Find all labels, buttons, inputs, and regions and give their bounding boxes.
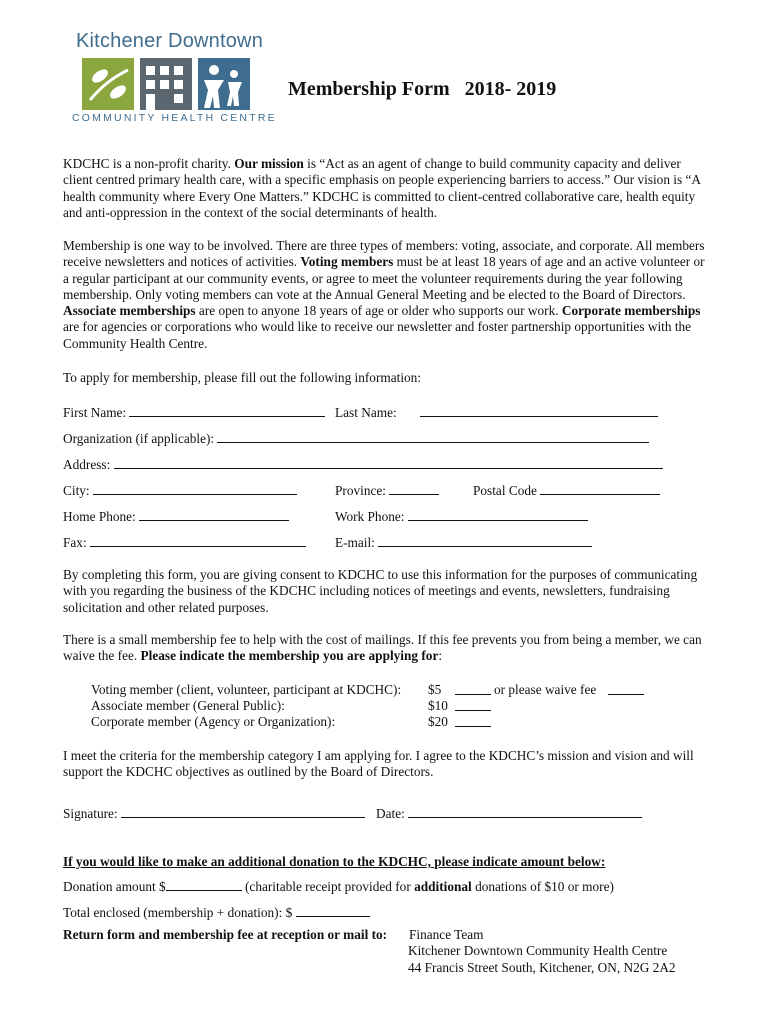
- city-blank[interactable]: [93, 482, 297, 495]
- form-year: 2018- 2019: [464, 78, 557, 100]
- address-field[interactable]: [63, 456, 663, 473]
- total-enclosed-label: Total enclosed (membership + donation): $: [63, 905, 293, 920]
- voting-members-bold: Voting members: [300, 254, 394, 270]
- corporate-member-label: Corporate member (Agency or Organization):: [91, 714, 336, 729]
- home-phone-label: Home Phone:: [63, 509, 136, 524]
- total-enclosed-blank[interactable]: [296, 904, 370, 917]
- email-label: E-mail:: [335, 535, 375, 550]
- work-phone-blank[interactable]: [408, 508, 588, 521]
- intro-mission-bold: Our mission: [234, 156, 304, 171]
- city-label: City:: [63, 483, 90, 498]
- donation-amount-label: Donation amount $: [63, 879, 166, 894]
- membership-text-e: are open to anyone 18 years of age or older who supports our work.: [195, 303, 562, 319]
- last-name-field[interactable]: [335, 404, 658, 421]
- work-phone-field[interactable]: [335, 508, 588, 525]
- corporate-member-blank[interactable]: [455, 714, 491, 727]
- voting-member-amount: $5: [428, 682, 442, 697]
- intro-text-a: KDCHC is a non-profit charity.: [63, 156, 235, 171]
- organization-label: Organization (if applicable):: [63, 431, 215, 446]
- last-name-label: Last Name:: [335, 405, 397, 420]
- receipt-text-a: (charitable receipt provided for: [245, 879, 415, 894]
- donation-amount-blank[interactable]: [166, 878, 242, 891]
- associate-member-amount: $10: [428, 698, 448, 713]
- associate-member-label: Associate member (General Public):: [91, 698, 285, 713]
- agreement-paragraph: I meet the criteria for the membership category I am applying for. I agree to the KDCHC’s mission and vision and will support the KDCHC objectives as outlined by the Board of Directors.: [63, 748, 694, 780]
- intro-text-c: is “Act as an agent of change to build community capacity and deliver client centred primary health care, with a specific emphasis on people experiencing barriers to access.” Our vision is “A health community where Every One Matters.” KDCHC is committed to client-centred collaborative care, health equity and anti-oppression in the context of the social determinants of health.: [63, 156, 701, 220]
- kdchc-logo: [70, 30, 277, 128]
- fee-text-c: :: [438, 648, 443, 664]
- total-enclosed-field[interactable]: [63, 904, 370, 921]
- province-label: Province:: [335, 483, 386, 498]
- voting-member-label: Voting member (client, volunteer, participant at KDCHC):: [91, 682, 402, 697]
- return-address-line3: 44 Francis Street South, Kitchener, ON, N2G 2A2: [408, 960, 676, 975]
- membership-paragraph: [63, 238, 713, 352]
- first-name-field[interactable]: [63, 404, 325, 421]
- corporate-member-amount: $20: [428, 714, 448, 729]
- signature-field[interactable]: [63, 805, 365, 822]
- logo-subtitle: COMMUNITY HEALTH CENTRE: [72, 112, 277, 124]
- membership-text-g: are for agencies or corporations who would like to receive our newsletter and foster partnership opportunities with the Community Health Centre.: [63, 319, 692, 351]
- last-name-blank[interactable]: [420, 404, 658, 417]
- return-address-line2: Kitchener Downtown Community Health Centre: [408, 943, 668, 958]
- date-label: Date:: [376, 806, 405, 821]
- return-label: Return form and membership fee at reception or mail to:: [63, 927, 388, 942]
- fax-label: Fax:: [63, 535, 87, 550]
- receipt-text-c: donations of $10 or more): [471, 879, 614, 894]
- address-label: Address:: [63, 457, 111, 472]
- membership-text-c: must be at least 18 years of age and an active volunteer or a regular participant at our community events, or agree to meet the volunteer requirements during the year following membership. Only voting members can vote at the Annual General Meeting and be elected to the Board of Directors.: [63, 254, 705, 302]
- date-blank[interactable]: [408, 805, 642, 818]
- fax-blank[interactable]: [90, 534, 306, 547]
- fee-paragraph: [63, 632, 713, 665]
- logo-title: Kitchener Downtown: [76, 30, 264, 52]
- logo-graphic-icon: [82, 56, 252, 112]
- fee-text-a: There is a small membership fee to help with the cost of mailings. If this fee prevents you from being a member, we can waive the fee.: [63, 632, 702, 664]
- voting-member-blank[interactable]: [455, 682, 491, 695]
- apply-instruction: To apply for membership, please fill out the following information:: [63, 370, 422, 385]
- page-title: [288, 78, 566, 101]
- waive-fee-blank[interactable]: [608, 682, 644, 695]
- date-field[interactable]: [376, 805, 642, 822]
- email-field[interactable]: [335, 534, 592, 551]
- first-name-label: First Name:: [63, 405, 127, 420]
- consent-paragraph: By completing this form, you are giving consent to KDCHC to use this information for the purposes of communicating with you regarding the business of the KDCHC including notices of meetings and events, newsletters, fundraising solicitation and other related purposes.: [63, 567, 698, 615]
- corporate-members-bold: Corporate memberships: [561, 303, 701, 319]
- fax-field[interactable]: [63, 534, 306, 551]
- form-title: Membership Form: [288, 78, 450, 100]
- waive-fee-label: or please waive fee: [494, 682, 597, 697]
- work-phone-label: Work Phone:: [335, 509, 405, 524]
- donation-amount-field[interactable]: [63, 878, 614, 895]
- home-phone-blank[interactable]: [139, 508, 289, 521]
- organization-field[interactable]: [63, 430, 649, 447]
- receipt-additional-bold: additional: [414, 879, 472, 894]
- return-address-line1: Finance Team: [409, 927, 484, 942]
- city-field[interactable]: [63, 482, 297, 499]
- postal-code-label: Postal Code: [473, 483, 537, 498]
- intro-paragraph: [63, 156, 713, 221]
- province-field[interactable]: [335, 482, 439, 499]
- home-phone-field[interactable]: [63, 508, 289, 525]
- postal-code-field[interactable]: [473, 482, 660, 499]
- first-name-blank[interactable]: [129, 404, 325, 417]
- postal-code-blank[interactable]: [540, 482, 660, 495]
- associate-member-blank[interactable]: [455, 698, 491, 711]
- associate-members-bold: Associate memberships: [63, 303, 196, 319]
- donation-heading: If you would like to make an additional donation to the KDCHC, please indicate amount below:: [63, 854, 606, 869]
- fee-instruction-bold: Please indicate the membership you are applying for: [140, 648, 439, 664]
- membership-text-a: Membership is one way to be involved. There are three types of members: voting, associate, and corporate. All members receive newsletters and notices of activities.: [63, 238, 705, 270]
- signature-label: Signature:: [63, 806, 118, 821]
- organization-blank[interactable]: [217, 430, 649, 443]
- address-blank[interactable]: [114, 456, 663, 469]
- signature-blank[interactable]: [121, 805, 365, 818]
- province-blank[interactable]: [389, 482, 439, 495]
- email-blank[interactable]: [378, 534, 592, 547]
